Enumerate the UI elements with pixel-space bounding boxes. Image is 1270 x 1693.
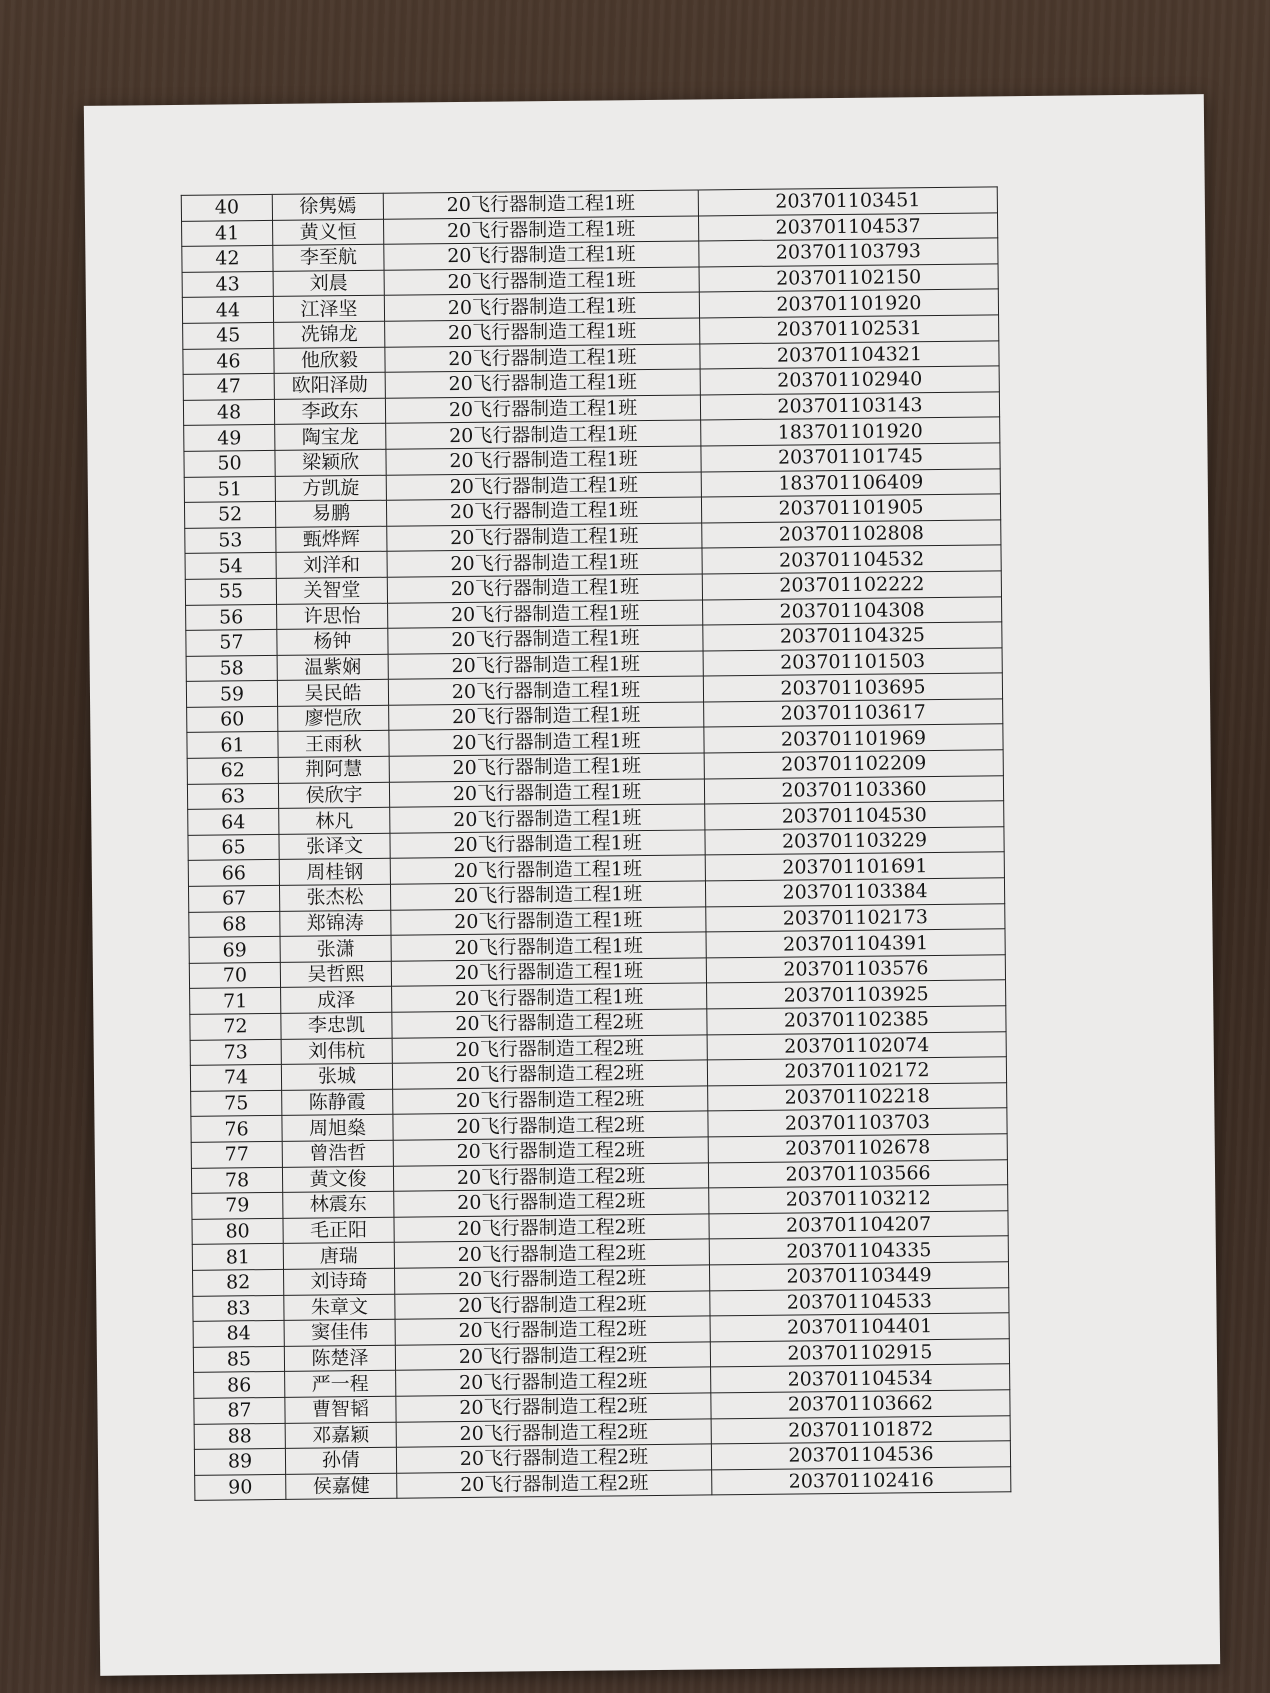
class-name: 20飞行器制造工程1班 [389, 779, 704, 808]
class-name: 20飞行器制造工程1班 [390, 804, 705, 833]
row-number: 77 [191, 1141, 282, 1168]
student-name: 徐隽嫣 [272, 193, 383, 220]
row-number: 51 [184, 476, 275, 503]
student-id: 203701104401 [710, 1313, 1009, 1342]
student-name: 刘诗琦 [284, 1268, 395, 1295]
student-id: 203701102150 [699, 264, 998, 293]
class-name: 20飞行器制造工程2班 [394, 1265, 709, 1294]
student-id: 183701106409 [701, 468, 1000, 497]
student-id: 203701104537 [698, 212, 997, 241]
row-number: 63 [187, 783, 278, 810]
student-name: 朱章文 [284, 1294, 395, 1321]
student-name: 陈静霞 [282, 1089, 393, 1116]
student-name: 周桂钢 [279, 859, 390, 886]
student-name: 郑锦涛 [280, 910, 391, 937]
student-name: 张杰松 [279, 884, 390, 911]
class-name: 20飞行器制造工程1班 [391, 907, 706, 936]
class-name: 20飞行器制造工程1班 [390, 881, 705, 910]
row-number: 41 [182, 220, 273, 247]
row-number: 43 [182, 271, 273, 298]
student-name: 刘伟杭 [281, 1038, 392, 1065]
student-id: 203701102385 [707, 1006, 1006, 1035]
class-name: 20飞行器制造工程1班 [386, 471, 701, 500]
row-number: 61 [187, 732, 278, 759]
class-name: 20飞行器制造工程2班 [395, 1342, 710, 1371]
row-number: 87 [194, 1397, 285, 1424]
row-number: 84 [193, 1321, 284, 1348]
student-name: 李忠凯 [281, 1012, 392, 1039]
row-number: 68 [189, 911, 280, 938]
row-number: 42 [182, 246, 273, 273]
student-id: 203701103662 [711, 1390, 1010, 1419]
class-name: 20飞行器制造工程1班 [389, 753, 704, 782]
student-name: 唐瑞 [283, 1243, 394, 1270]
student-id: 203701102209 [704, 750, 1003, 779]
student-name: 严一程 [285, 1371, 396, 1398]
class-name: 20飞行器制造工程1班 [387, 574, 702, 603]
student-id: 203701101905 [701, 494, 1000, 523]
row-number: 66 [188, 860, 279, 887]
student-id: 203701104207 [709, 1211, 1008, 1240]
row-number: 89 [194, 1448, 285, 1475]
row-number: 85 [193, 1346, 284, 1373]
row-number: 60 [187, 706, 278, 733]
student-id: 203701104391 [706, 929, 1005, 958]
row-number: 54 [185, 553, 276, 580]
student-name: 温紫娴 [277, 654, 388, 681]
student-name: 廖恺欣 [278, 705, 389, 732]
class-name: 20飞行器制造工程2班 [394, 1214, 709, 1243]
student-id: 203701104534 [711, 1364, 1010, 1393]
class-name: 20飞行器制造工程1班 [391, 958, 706, 987]
class-name: 20飞行器制造工程1班 [386, 446, 701, 475]
class-name: 20飞行器制造工程2班 [395, 1316, 710, 1345]
class-name: 20飞行器制造工程2班 [396, 1418, 711, 1447]
student-name: 刘晨 [273, 270, 384, 297]
row-number: 49 [184, 425, 275, 452]
student-name: 张城 [281, 1063, 392, 1090]
student-id: 203701103212 [709, 1185, 1008, 1214]
class-name: 20飞行器制造工程1班 [388, 599, 703, 628]
student-name: 欧阳泽勋 [274, 372, 385, 399]
class-name: 20飞行器制造工程1班 [387, 548, 702, 577]
student-id: 203701103451 [698, 187, 997, 216]
class-name: 20飞行器制造工程1班 [384, 292, 699, 321]
row-number: 48 [183, 399, 274, 426]
student-id: 203701103695 [703, 673, 1002, 702]
row-number: 83 [193, 1295, 284, 1322]
row-number: 73 [190, 1039, 281, 1066]
class-name: 20飞行器制造工程1班 [391, 932, 706, 961]
student-id: 203701102808 [702, 520, 1001, 549]
class-name: 20飞行器制造工程1班 [388, 625, 703, 654]
row-number: 55 [185, 578, 276, 605]
class-name: 20飞行器制造工程2班 [393, 1162, 708, 1191]
class-name: 20飞行器制造工程2班 [392, 1009, 707, 1038]
student-name: 江泽坚 [273, 296, 384, 323]
student-name: 吴哲熙 [280, 961, 391, 988]
student-id: 203701101745 [701, 443, 1000, 472]
student-id: 183701101920 [701, 417, 1000, 446]
student-id: 203701104536 [711, 1441, 1010, 1470]
class-name: 20飞行器制造工程1班 [385, 344, 700, 373]
student-id: 203701103143 [700, 392, 999, 421]
student-id: 203701103566 [708, 1159, 1007, 1188]
row-number: 81 [192, 1244, 283, 1271]
student-id: 203701101920 [699, 289, 998, 318]
class-name: 20飞行器制造工程1班 [385, 369, 700, 398]
student-name: 杨钟 [277, 628, 388, 655]
row-number: 46 [183, 348, 274, 375]
student-name: 窦佳伟 [284, 1319, 395, 1346]
class-name: 20飞行器制造工程1班 [389, 702, 704, 731]
student-name: 王雨秋 [278, 731, 389, 758]
class-name: 20飞行器制造工程1班 [385, 318, 700, 347]
student-id: 203701102222 [702, 571, 1001, 600]
row-number: 80 [192, 1218, 283, 1245]
student-id: 203701102172 [707, 1057, 1006, 1086]
student-id: 203701102915 [710, 1339, 1009, 1368]
student-id: 203701103449 [709, 1262, 1008, 1291]
student-name: 张译文 [279, 833, 390, 860]
class-name: 20飞行器制造工程2班 [397, 1470, 712, 1499]
student-name: 刘洋和 [276, 552, 387, 579]
student-name: 林凡 [279, 807, 390, 834]
student-name: 陶宝龙 [275, 424, 386, 451]
row-number: 53 [185, 527, 276, 554]
row-number: 50 [184, 450, 275, 477]
student-name: 梁颖欣 [275, 449, 386, 476]
student-name: 成泽 [281, 987, 392, 1014]
student-name: 林震东 [283, 1191, 394, 1218]
class-name: 20飞行器制造工程1班 [385, 395, 700, 424]
student-name: 曹智韬 [285, 1396, 396, 1423]
student-name: 他欣毅 [274, 347, 385, 374]
row-number: 90 [195, 1474, 286, 1501]
row-number: 45 [183, 322, 274, 349]
row-number: 70 [189, 962, 280, 989]
row-number: 47 [183, 374, 274, 401]
class-name: 20飞行器制造工程1班 [390, 855, 705, 884]
student-id: 203701102531 [700, 315, 999, 344]
row-number: 64 [188, 809, 279, 836]
student-table [181, 186, 1012, 1501]
student-name: 陈楚泽 [284, 1345, 395, 1372]
student-name: 方凯旋 [275, 475, 386, 502]
class-name: 20飞行器制造工程2班 [396, 1393, 711, 1422]
row-number: 56 [186, 604, 277, 631]
student-name: 李至航 [273, 244, 384, 271]
student-id: 203701103925 [707, 980, 1006, 1009]
row-number: 74 [190, 1065, 281, 1092]
class-name: 20飞行器制造工程2班 [393, 1137, 708, 1166]
student-name: 李政东 [274, 398, 385, 425]
student-id: 203701104321 [700, 340, 999, 369]
class-name: 20飞行器制造工程2班 [396, 1444, 711, 1473]
row-number: 76 [191, 1116, 282, 1143]
student-id: 203701101691 [705, 852, 1004, 881]
student-name: 侯欣宇 [278, 782, 389, 809]
student-id: 203701102074 [707, 1031, 1006, 1060]
student-name: 冼锦龙 [274, 321, 385, 348]
row-number: 67 [188, 885, 279, 912]
student-id: 203701104533 [710, 1287, 1009, 1316]
row-number: 58 [186, 655, 277, 682]
student-name: 荆阿慧 [278, 756, 389, 783]
student-id: 203701103360 [704, 775, 1003, 804]
class-name: 20飞行器制造工程1班 [392, 983, 707, 1012]
class-name: 20飞行器制造工程2班 [393, 1111, 708, 1140]
student-name: 吴民皓 [277, 680, 388, 707]
class-name: 20飞行器制造工程1班 [388, 676, 703, 705]
student-id: 203701103617 [704, 699, 1003, 728]
class-name: 20飞行器制造工程2班 [394, 1239, 709, 1268]
paper-sheet [84, 94, 1220, 1676]
row-number: 44 [182, 297, 273, 324]
student-name: 侯嘉健 [286, 1473, 397, 1500]
class-name: 20飞行器制造工程2班 [392, 1060, 707, 1089]
class-name: 20飞行器制造工程1班 [386, 420, 701, 449]
class-name: 20飞行器制造工程1班 [390, 830, 705, 859]
row-number: 75 [191, 1090, 282, 1117]
class-name: 20飞行器制造工程1班 [388, 651, 703, 680]
student-id: 203701101872 [711, 1415, 1010, 1444]
row-number: 69 [189, 937, 280, 964]
row-number: 72 [190, 1013, 281, 1040]
row-number: 71 [190, 988, 281, 1015]
student-id: 203701102173 [706, 903, 1005, 932]
student-id: 203701101503 [703, 648, 1002, 677]
row-number: 78 [191, 1167, 282, 1194]
class-name: 20飞行器制造工程1班 [386, 497, 701, 526]
student-name: 易鹏 [275, 500, 386, 527]
student-id: 203701104325 [703, 622, 1002, 651]
class-name: 20飞行器制造工程1班 [384, 241, 699, 270]
student-name: 张潇 [280, 935, 391, 962]
row-number: 40 [181, 194, 272, 221]
student-id: 203701102218 [708, 1083, 1007, 1112]
student-id: 203701102416 [712, 1466, 1011, 1495]
class-name: 20飞行器制造工程2班 [393, 1086, 708, 1115]
student-id: 203701103793 [699, 238, 998, 267]
student-name: 周旭燊 [282, 1115, 393, 1142]
student-name: 黄文俊 [282, 1166, 393, 1193]
table-body [181, 187, 1011, 1501]
class-name: 20飞行器制造工程1班 [384, 267, 699, 296]
row-number: 86 [194, 1372, 285, 1399]
student-name: 甄烨辉 [276, 526, 387, 553]
student-id: 203701102940 [700, 366, 999, 395]
student-name: 曾浩哲 [282, 1140, 393, 1167]
class-name: 20飞行器制造工程1班 [384, 216, 699, 245]
student-id: 203701104335 [709, 1236, 1008, 1265]
student-id: 203701104308 [703, 596, 1002, 625]
row-number: 65 [188, 834, 279, 861]
class-name: 20飞行器制造工程2班 [394, 1188, 709, 1217]
class-name: 20飞行器制造工程1班 [389, 727, 704, 756]
row-number: 88 [194, 1423, 285, 1450]
class-name: 20飞行器制造工程2班 [392, 1035, 707, 1064]
row-number: 62 [187, 757, 278, 784]
class-name: 20飞行器制造工程2班 [396, 1367, 711, 1396]
student-name: 毛正阳 [283, 1217, 394, 1244]
class-name: 20飞行器制造工程1班 [387, 523, 702, 552]
student-id: 203701103384 [705, 878, 1004, 907]
row-number: 52 [184, 502, 275, 529]
row-number: 59 [186, 681, 277, 708]
row-number: 79 [192, 1193, 283, 1220]
class-name: 20飞行器制造工程2班 [395, 1290, 710, 1319]
row-number: 82 [193, 1269, 284, 1296]
student-name: 邓嘉颖 [285, 1422, 396, 1449]
student-id: 203701104530 [705, 801, 1004, 830]
student-name: 孙倩 [285, 1447, 396, 1474]
student-name: 黄义恒 [273, 219, 384, 246]
student-id: 203701101969 [704, 724, 1003, 753]
student-id: 203701103229 [705, 827, 1004, 856]
student-id: 203701103703 [708, 1108, 1007, 1137]
student-name: 许思怡 [277, 603, 388, 630]
student-id: 203701103576 [706, 955, 1005, 984]
student-id: 203701102678 [708, 1134, 1007, 1163]
class-name: 20飞行器制造工程1班 [383, 190, 698, 219]
row-number: 57 [186, 630, 277, 657]
student-name: 关智堂 [276, 577, 387, 604]
student-id: 203701104532 [702, 545, 1001, 574]
